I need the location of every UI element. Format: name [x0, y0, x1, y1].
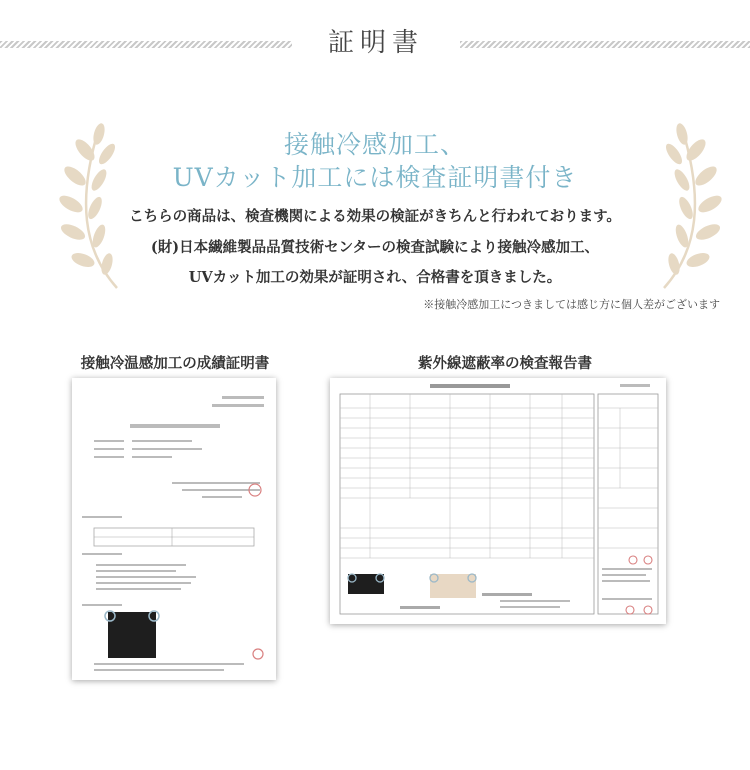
feature-body-line1: こちらの商品は、検査機関による効果の検証がきちんと行われております。	[129, 208, 621, 225]
feature-headline-line2: UVカット加工には検査証明書付き	[172, 163, 578, 192]
certificate-image-uv	[330, 378, 666, 624]
certificate-uv-illustration	[330, 378, 666, 624]
certificate-caption-uv: 紫外線遮蔽率の検査報告書	[418, 355, 592, 372]
feature-body-line3: UVカット加工の効果が証明され、合格書を頂きました。	[188, 269, 562, 286]
feature-headline-line1: 接触冷感加工、	[283, 130, 466, 159]
certificate-cooling-illustration	[72, 378, 276, 680]
header-divider-right	[460, 41, 750, 48]
certificate-caption-cooling: 接触冷温感加工の成績証明書	[80, 355, 270, 372]
feature-note: ※接触冷感加工につきましては感じ方に個人差がございます	[423, 298, 720, 311]
feature-body-line2: (財)日本繊維製品品質技術センターの検査試験により接触冷感加工、	[150, 239, 600, 256]
certificate-image-cooling	[72, 378, 276, 680]
header-divider-left	[0, 41, 292, 48]
page-title: 証明書	[327, 28, 424, 58]
